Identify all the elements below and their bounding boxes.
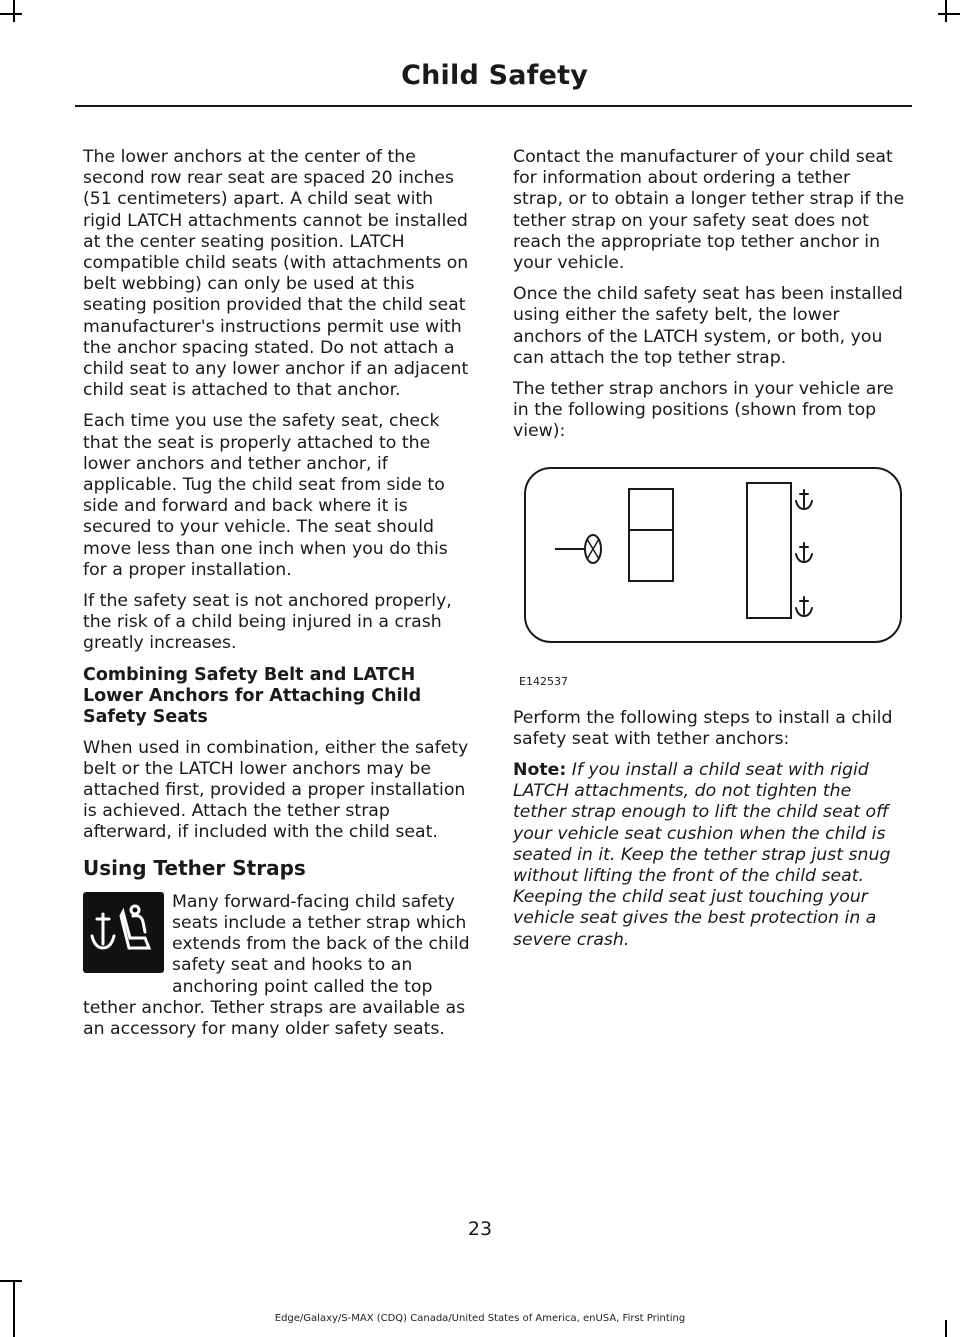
tether-anchor-diagram	[513, 453, 905, 653]
front-seat-left	[629, 530, 673, 581]
tether-paragraph	[83, 892, 475, 1040]
footer-text: Edge/Galaxy/S-MAX (CDQ) Canada/United States of America, enUSA, First Printing	[274, 1313, 686, 1324]
child-seat-tether-icon	[83, 892, 164, 973]
figure-id: E142537	[519, 674, 568, 688]
crop-mark	[0, 13, 22, 15]
paragraph: The lower anchors at the center of the second row rear seat are spaced 20 inches (51 centimeters) apart. A child seat with rigid LATCH attachments cannot be installed at the center seating position. LATCH compatible child seats (with attachments on belt webbing) can only be used at this seating position provided that the child seat manufacturer's instructions permit use with the anchor spacing stated. Do not attach a child seat to any lower anchor if an adjacent child seat is attached to that anchor.	[83, 147, 469, 401]
page-title: Child Safety	[401, 60, 588, 91]
left-column	[83, 147, 475, 1050]
paragraph: Each time you use the safety seat, check that the seat is properly attached to the lower anchors and tether anchor, if applicable. Tug the child seat from side to side and forward and back where it is secured to your vehicle. The seat should move less than one inch when you do this for a proper installation.	[83, 411, 448, 580]
paragraph: If the safety seat is not anchored properly, the risk of a child being injured in a crash greatly increases.	[83, 591, 452, 654]
note	[513, 760, 905, 951]
header-divider	[75, 105, 912, 107]
note-label: Note:	[513, 760, 567, 781]
crop-mark	[938, 13, 960, 15]
note-text: If you install a child seat with rigid LATCH attachments, do not tighten the tether strap enough to lift the child seat off your vehicle seat cushion when the child is seated in it. Keep the tether strap just snug without lifting the front of the child seat. Keeping the child seat just touching your vehicle seat gives the best protection in a severe crash.	[513, 760, 891, 950]
crop-mark	[13, 0, 15, 22]
page-number: 23	[467, 1218, 493, 1240]
crop-mark	[13, 1280, 15, 1337]
paragraph: Perform the following steps to install a child safety seat with tether anchors:	[513, 707, 893, 749]
section-heading: Using Tether Straps	[83, 855, 306, 880]
section-heading: Combining Safety Belt and LATCH Lower Anchors for Attaching Child Safety Seats	[83, 664, 422, 727]
paragraph: Contact the manufacturer of your child seat for information about ordering a tether strap, or to obtain a longer tether strap if the tether strap on your safety seat does not reach the appropriate top tether anchor in your vehicle.	[513, 147, 905, 274]
paragraph: Once the child safety seat has been installed using either the safety belt, the lower anchors of the LATCH system, or both, you can attach the top tether strap.	[513, 284, 903, 368]
crop-mark	[945, 0, 947, 22]
rear-seat	[747, 483, 791, 618]
paragraph: The tether strap anchors in your vehicle are in the following positions (shown from top view):	[513, 379, 894, 442]
right-column	[513, 147, 905, 961]
paragraph: When used in combination, either the safety belt or the LATCH lower anchors may be attached first, provided a proper installation is achieved. Attach the tether strap afterward, if included with the child seat.	[83, 737, 469, 843]
paragraph: Many forward-facing child safety seats include a tether strap which extends from the back of the child safety seat and hooks to an anchoring point called the top tether anchor. Tether straps are available as an accessory for many older safety seats.	[83, 891, 470, 1039]
crop-mark	[0, 1280, 22, 1282]
